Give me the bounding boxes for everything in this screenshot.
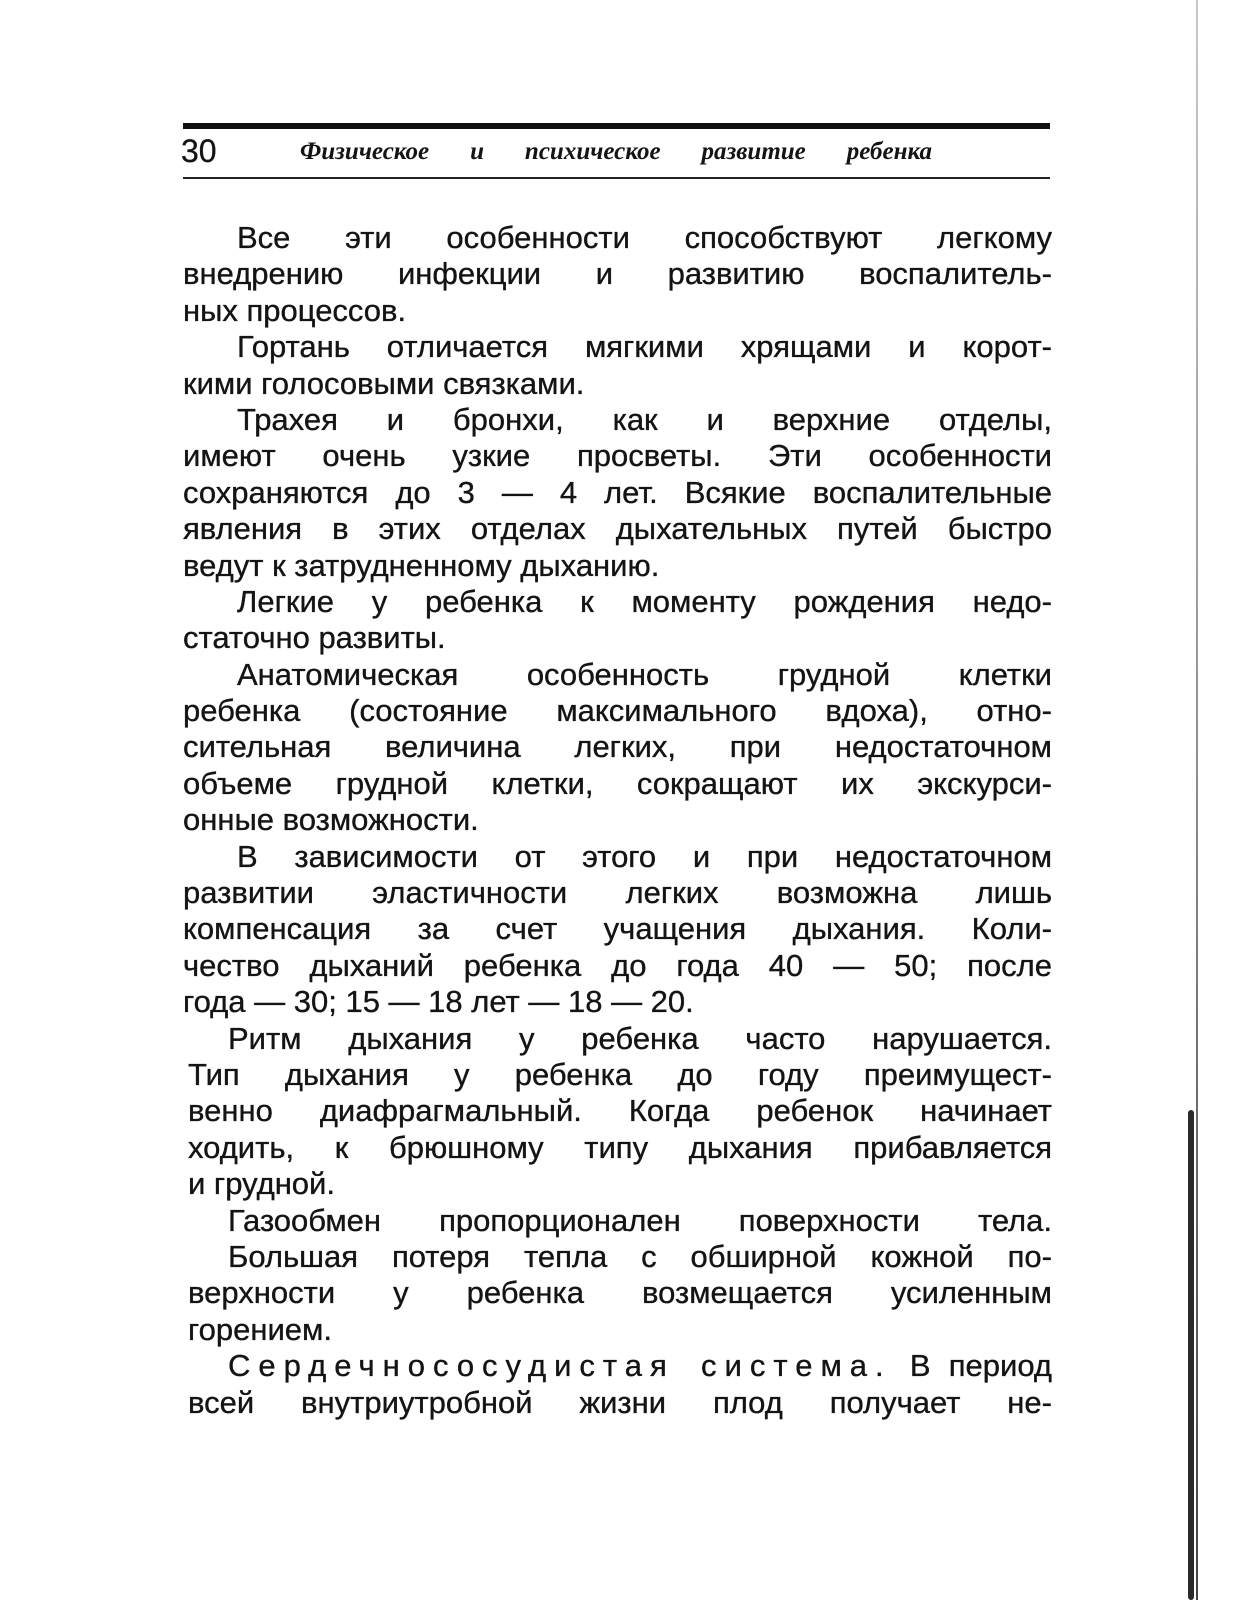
- text-line: В зависимости от этого и при недостаточном: [237, 838, 1052, 874]
- text-line: верхности у ребенка возмещается усиленным: [188, 1275, 1052, 1311]
- text-line: чество дыханий ребенка до года 40 — 50; после: [183, 947, 1052, 983]
- text-line: Гортань отличается мягкими хрящами и корот-: [237, 329, 1052, 365]
- page-number: 30: [181, 133, 217, 169]
- text-line: [183, 1348, 1052, 1384]
- text-line: онные возможности.: [183, 802, 479, 838]
- text-line: сохраняются до 3 — 4 лет. Всякие воспалительные: [183, 474, 1052, 510]
- text-line: кими голосовыми связками.: [183, 365, 585, 401]
- header-rule-thick: [183, 123, 1050, 129]
- text-line: Анатомическая особенность грудной клетки: [237, 656, 1052, 692]
- text-line: Газообмен пропорционален поверхности тела.: [228, 1202, 1052, 1238]
- text-line: ных процессов.: [183, 292, 407, 328]
- text-line: и грудной.: [188, 1166, 335, 1202]
- text-line: ведут к затрудненному дыханию.: [183, 547, 660, 583]
- text-line: статочно развиты.: [183, 620, 446, 656]
- body-text: [183, 220, 1052, 1421]
- text-line: внедрению инфекции и развитию воспалитель-: [183, 256, 1052, 292]
- text-line: всей внутриутробной жизни плод получает не-: [188, 1384, 1052, 1420]
- text-line: ходить, к брюшному типу дыхания прибавляется: [188, 1129, 1052, 1165]
- text-line: венно диафрагмальный. Когда ребенок начинает: [188, 1093, 1052, 1129]
- text-line: ребенка (состояние максимального вдоха), отно-: [183, 693, 1052, 729]
- text-line: Трахея и бронхи, как и верхние отделы,: [237, 401, 1052, 437]
- text-line: имеют очень узкие просветы. Эти особенности: [183, 438, 1052, 474]
- text-line: Легкие у ребенка к моменту рождения недо-: [237, 583, 1052, 619]
- text-line: Ритм дыхания у ребенка часто нарушается.: [228, 1020, 1052, 1056]
- scan-binding-shadow: [1188, 1110, 1194, 1600]
- scan-page-edge: [1196, 0, 1198, 1600]
- text-line: Тип дыхания у ребенка до году преимущест-: [188, 1056, 1052, 1092]
- text-line: года — 30; 15 — 18 лет — 18 — 20.: [183, 984, 694, 1020]
- text-line-continuation: В период: [909, 1348, 1052, 1384]
- text-line: горением.: [188, 1311, 332, 1347]
- text-line: объеме грудной клетки, сокращают их экскурси-: [183, 765, 1052, 801]
- text-line: сительная величина легких, при недостаточном: [183, 729, 1052, 765]
- text-line: развитии эластичности легких возможна лишь: [183, 875, 1052, 911]
- text-line: явления в этих отделах дыхательных путей быстро: [183, 511, 1052, 547]
- spaced-section-heading: Сердечнососудистая система.: [228, 1348, 892, 1384]
- text-line: Большая потеря тепла с обширной кожной по-: [228, 1238, 1052, 1274]
- text-line: Все эти особенности способствуют легкому: [237, 220, 1052, 255]
- running-title: Физическое и психическое развитие ребенка: [300, 138, 932, 165]
- header-rule-thin: [183, 177, 1050, 179]
- text-line: компенсация за счет учащения дыхания. Коли-: [183, 911, 1052, 947]
